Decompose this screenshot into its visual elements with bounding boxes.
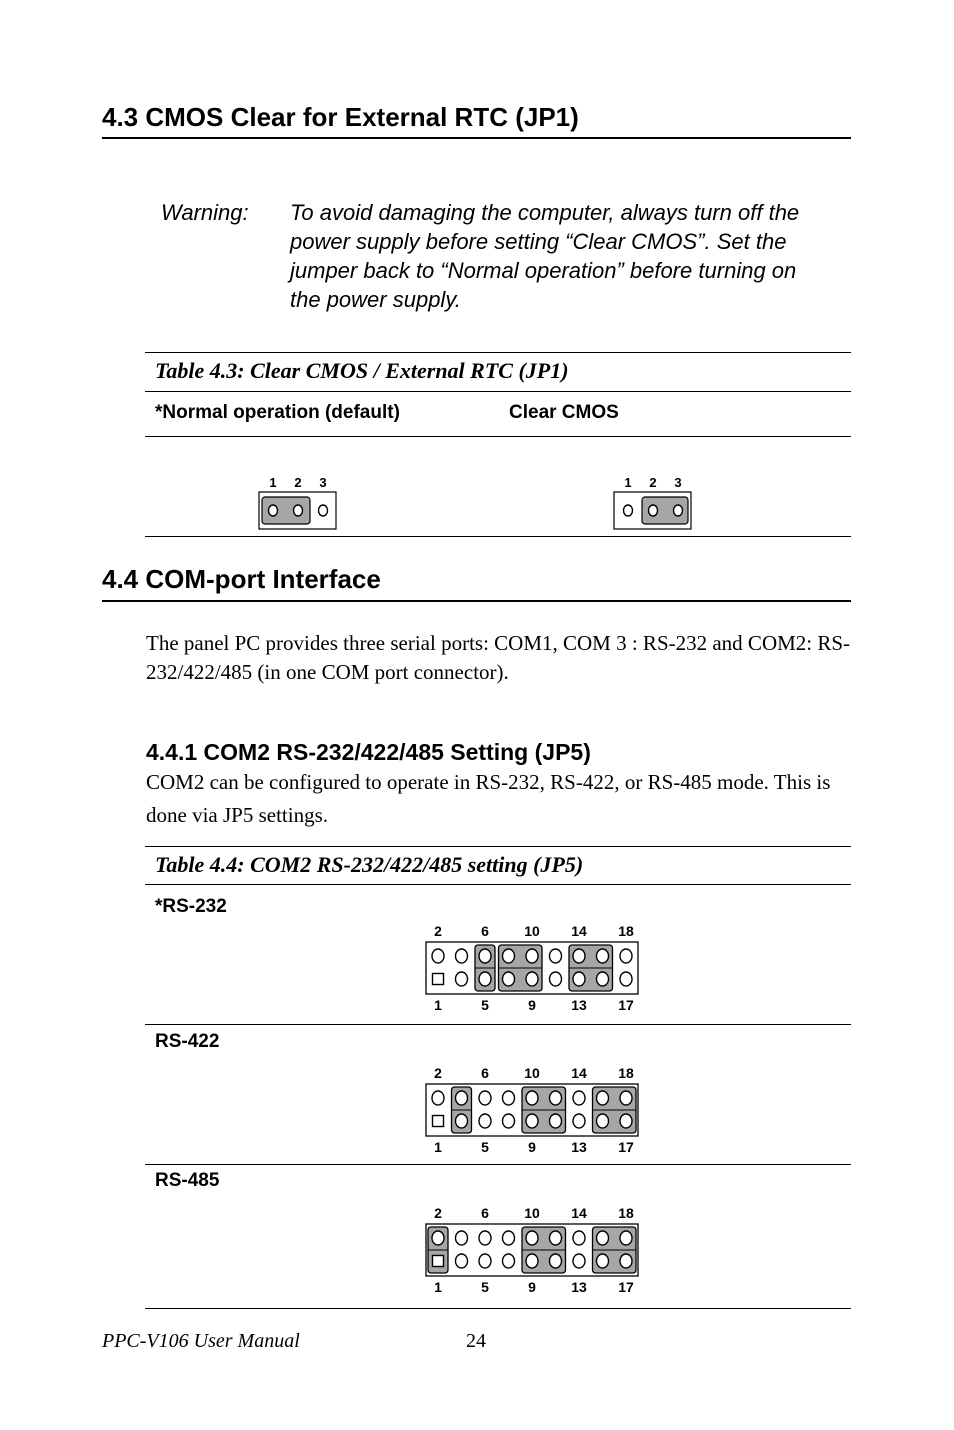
jp5-row0-pin-top-1	[432, 949, 444, 963]
jp1-clear-pin-label-1: 1	[624, 475, 632, 490]
com-port-paragraph: The panel PC provides three serial ports: COM1, COM 3 : RS-232 and COM2: RS-232/422/485 (in one COM port connector).	[146, 631, 851, 684]
column-clear-cmos: Clear CMOS	[509, 402, 619, 423]
jp5-row1-bottom-label-1: 1	[434, 1139, 442, 1155]
jp5-row2-pin-top-2	[456, 1231, 468, 1245]
jp5-row2-pin-bottom-3	[479, 1254, 491, 1268]
jp5-row2-bottom-label-9: 9	[528, 1279, 536, 1295]
rs422-row-rule	[145, 1164, 851, 1165]
jp5-row2-pin-top-6	[550, 1231, 562, 1245]
jp5-row2-top-label-6: 6	[481, 1205, 489, 1221]
rs232-label: *RS-232	[155, 896, 227, 917]
jp5-row0-pin-bottom-2	[456, 972, 468, 986]
warning-text: To avoid damaging the computer, always turn off the power supply before setting “Clear CMOS”. Set the jumper back to “Normal operation” before turning on the power supply.	[290, 200, 800, 312]
jp5-row1-pin-top-5	[526, 1091, 538, 1105]
jp5-row1-top-label-2: 2	[434, 1065, 442, 1081]
jp5-row1-bottom-label-5: 5	[481, 1139, 489, 1155]
jp5-row1-pin-bottom-4	[503, 1114, 515, 1128]
jp5-row2-pin-bottom-9	[620, 1254, 632, 1268]
jp5-row0-top-label-2: 2	[434, 923, 442, 939]
jp5-row2-pin-top-7	[573, 1231, 585, 1245]
jp5-row1-pin-top-1	[432, 1091, 444, 1105]
warning-label: Warning:	[161, 200, 249, 225]
rs485-label: RS-485	[155, 1170, 220, 1191]
table-4-3-header-rule	[145, 436, 851, 437]
jp5-row1-pin-top-3	[479, 1091, 491, 1105]
jp1-clear-jumper	[610, 468, 700, 532]
jp5-row1-pin-bottom-2	[456, 1114, 468, 1128]
jp5-row0-pin-bottom-9	[620, 972, 632, 986]
jp5-row0-bottom-label-13: 13	[571, 997, 587, 1013]
jp5-row1-pin-bottom-6	[550, 1114, 562, 1128]
jp5-row0-pin-top-4	[503, 949, 515, 963]
jp5-row2-top-label-2: 2	[434, 1205, 442, 1221]
jp5-row2-pin-top-4	[503, 1231, 515, 1245]
jp5-row0-pin-bottom-7	[573, 972, 585, 986]
column-normal-operation: *Normal operation (default)	[155, 402, 400, 423]
jp1-normal-pin-1	[269, 505, 278, 516]
jp5-row1-pin-top-9	[620, 1091, 632, 1105]
jp5-row2-pin-top-3	[479, 1231, 491, 1245]
jp5-row2-pin-bottom-2	[456, 1254, 468, 1268]
jp5-row1-pin-top-4	[503, 1091, 515, 1105]
jp5-row1-top-label-14: 14	[571, 1065, 587, 1081]
jp5-rs485-diagram	[420, 1200, 650, 1300]
rs422-label: RS-422	[155, 1031, 220, 1052]
jp5-row0-pin-top-6	[550, 949, 562, 963]
jp5-row2-bottom-label-17: 17	[618, 1279, 634, 1295]
section-4-4-title: 4.4 COM-port Interface	[102, 564, 381, 594]
jp5-row2-top-label-14: 14	[571, 1205, 587, 1221]
jp1-clear-pin-label-3: 3	[674, 475, 682, 490]
jp1-normal-jumper	[255, 468, 345, 532]
jp1-clear-pin-label-2: 2	[649, 475, 657, 490]
jp5-row2-pin-bottom-7	[573, 1254, 585, 1268]
jp1-normal-pin-label-1: 1	[269, 475, 277, 490]
jp5-row0-pin-top-2	[456, 949, 468, 963]
jp5-row0-pin-top-3	[479, 949, 491, 963]
table-4-4-caption: Table 4.4: COM2 RS-232/422/485 setting (JP5)	[155, 852, 584, 877]
jp5-row1-pin-top-8	[597, 1091, 609, 1105]
jp5-row0-top-label-10: 10	[524, 923, 540, 939]
jp5-row2-bottom-label-1: 1	[434, 1279, 442, 1295]
jp5-row1-top-label-18: 18	[618, 1065, 634, 1081]
jp5-row0-top-label-14: 14	[571, 923, 587, 939]
jp1-normal-pin-2	[294, 505, 303, 516]
jp5-row2-top-label-18: 18	[618, 1205, 634, 1221]
jp5-row1-pin-1-square	[433, 1116, 444, 1127]
jp5-row0-pin-bottom-6	[550, 972, 562, 986]
jp5-row0-pin-top-7	[573, 949, 585, 963]
jp5-paragraph: COM2 can be configured to operate in RS-232, RS-422, or RS-485 mode. This is done via JP5 settings.	[146, 770, 831, 827]
rs232-row-rule	[145, 1024, 851, 1025]
jp5-row0-top-label-6: 6	[481, 923, 489, 939]
jp5-row2-pin-bottom-5	[526, 1254, 538, 1268]
jp1-clear-pin-2	[649, 505, 658, 516]
table-4-3-caption-rule	[145, 391, 851, 392]
jp1-clear-pin-3	[674, 505, 683, 516]
jp5-row1-top-label-10: 10	[524, 1065, 540, 1081]
jp5-row2-bottom-label-13: 13	[571, 1279, 587, 1295]
jp5-row2-pin-top-1	[432, 1231, 444, 1245]
table-4-3-top-rule	[145, 352, 851, 353]
table-4-3-bottom-rule	[145, 536, 851, 537]
jp5-row0-pin-top-5	[526, 949, 538, 963]
section-4-3-rule	[102, 137, 851, 139]
footer-page-number: 24	[466, 1330, 486, 1352]
jp5-row1-pin-bottom-8	[597, 1114, 609, 1128]
jp5-rs422-diagram	[420, 1060, 650, 1160]
jp5-row0-pin-1-square	[433, 974, 444, 985]
jp5-row0-top-label-18: 18	[618, 923, 634, 939]
jp5-row1-pin-bottom-7	[573, 1114, 585, 1128]
jp5-row0-bottom-label-17: 17	[618, 997, 634, 1013]
jp5-row2-top-label-10: 10	[524, 1205, 540, 1221]
footer-manual-title: PPC-V106 User Manual	[102, 1330, 300, 1352]
jp5-row1-pin-bottom-3	[479, 1114, 491, 1128]
jp5-row0-pin-top-9	[620, 949, 632, 963]
jp5-row1-pin-top-2	[456, 1091, 468, 1105]
jp5-row1-bottom-label-9: 9	[528, 1139, 536, 1155]
jp5-row0-pin-bottom-4	[503, 972, 515, 986]
jp5-row0-bottom-label-9: 9	[528, 997, 536, 1013]
jp5-row2-pin-1-square	[433, 1256, 444, 1267]
jp5-row2-pin-top-9	[620, 1231, 632, 1245]
section-4-4-1-title: 4.4.1 COM2 RS-232/422/485 Setting (JP5)	[146, 739, 591, 765]
jp1-normal-pin-label-3: 3	[319, 475, 327, 490]
jp1-clear-pin-1	[624, 505, 633, 516]
jp5-row0-pin-bottom-8	[597, 972, 609, 986]
table-4-4-bottom-rule	[145, 1308, 851, 1309]
table-4-4-caption-rule	[145, 884, 851, 885]
jp5-row1-bottom-label-17: 17	[618, 1139, 634, 1155]
jp5-row0-bottom-label-5: 5	[481, 997, 489, 1013]
jp5-row0-pin-bottom-3	[479, 972, 491, 986]
jp5-row2-pin-bottom-6	[550, 1254, 562, 1268]
jp5-row2-pin-bottom-4	[503, 1254, 515, 1268]
jp5-row1-pin-top-6	[550, 1091, 562, 1105]
jp5-row1-top-label-6: 6	[481, 1065, 489, 1081]
jp1-normal-pin-3	[319, 505, 328, 516]
section-4-4-rule	[102, 600, 851, 602]
jp5-row1-pin-bottom-5	[526, 1114, 538, 1128]
jp5-row0-pin-top-8	[597, 949, 609, 963]
jp1-normal-pin-label-2: 2	[294, 475, 302, 490]
jp5-row0-pin-bottom-5	[526, 972, 538, 986]
table-4-3-caption: Table 4.3: Clear CMOS / External RTC (JP1)	[155, 358, 569, 383]
jp5-row2-pin-top-5	[526, 1231, 538, 1245]
jp5-row2-pin-bottom-8	[597, 1254, 609, 1268]
section-4-3-title: 4.3 CMOS Clear for External RTC (JP1)	[102, 102, 579, 132]
jp5-row1-pin-bottom-9	[620, 1114, 632, 1128]
jp5-row1-bottom-label-13: 13	[571, 1139, 587, 1155]
table-4-4-top-rule	[145, 846, 851, 847]
jp5-rs232-diagram	[420, 918, 650, 1018]
jp5-row1-pin-top-7	[573, 1091, 585, 1105]
jp5-row2-pin-top-8	[597, 1231, 609, 1245]
jp5-row2-bottom-label-5: 5	[481, 1279, 489, 1295]
jp5-row0-bottom-label-1: 1	[434, 997, 442, 1013]
